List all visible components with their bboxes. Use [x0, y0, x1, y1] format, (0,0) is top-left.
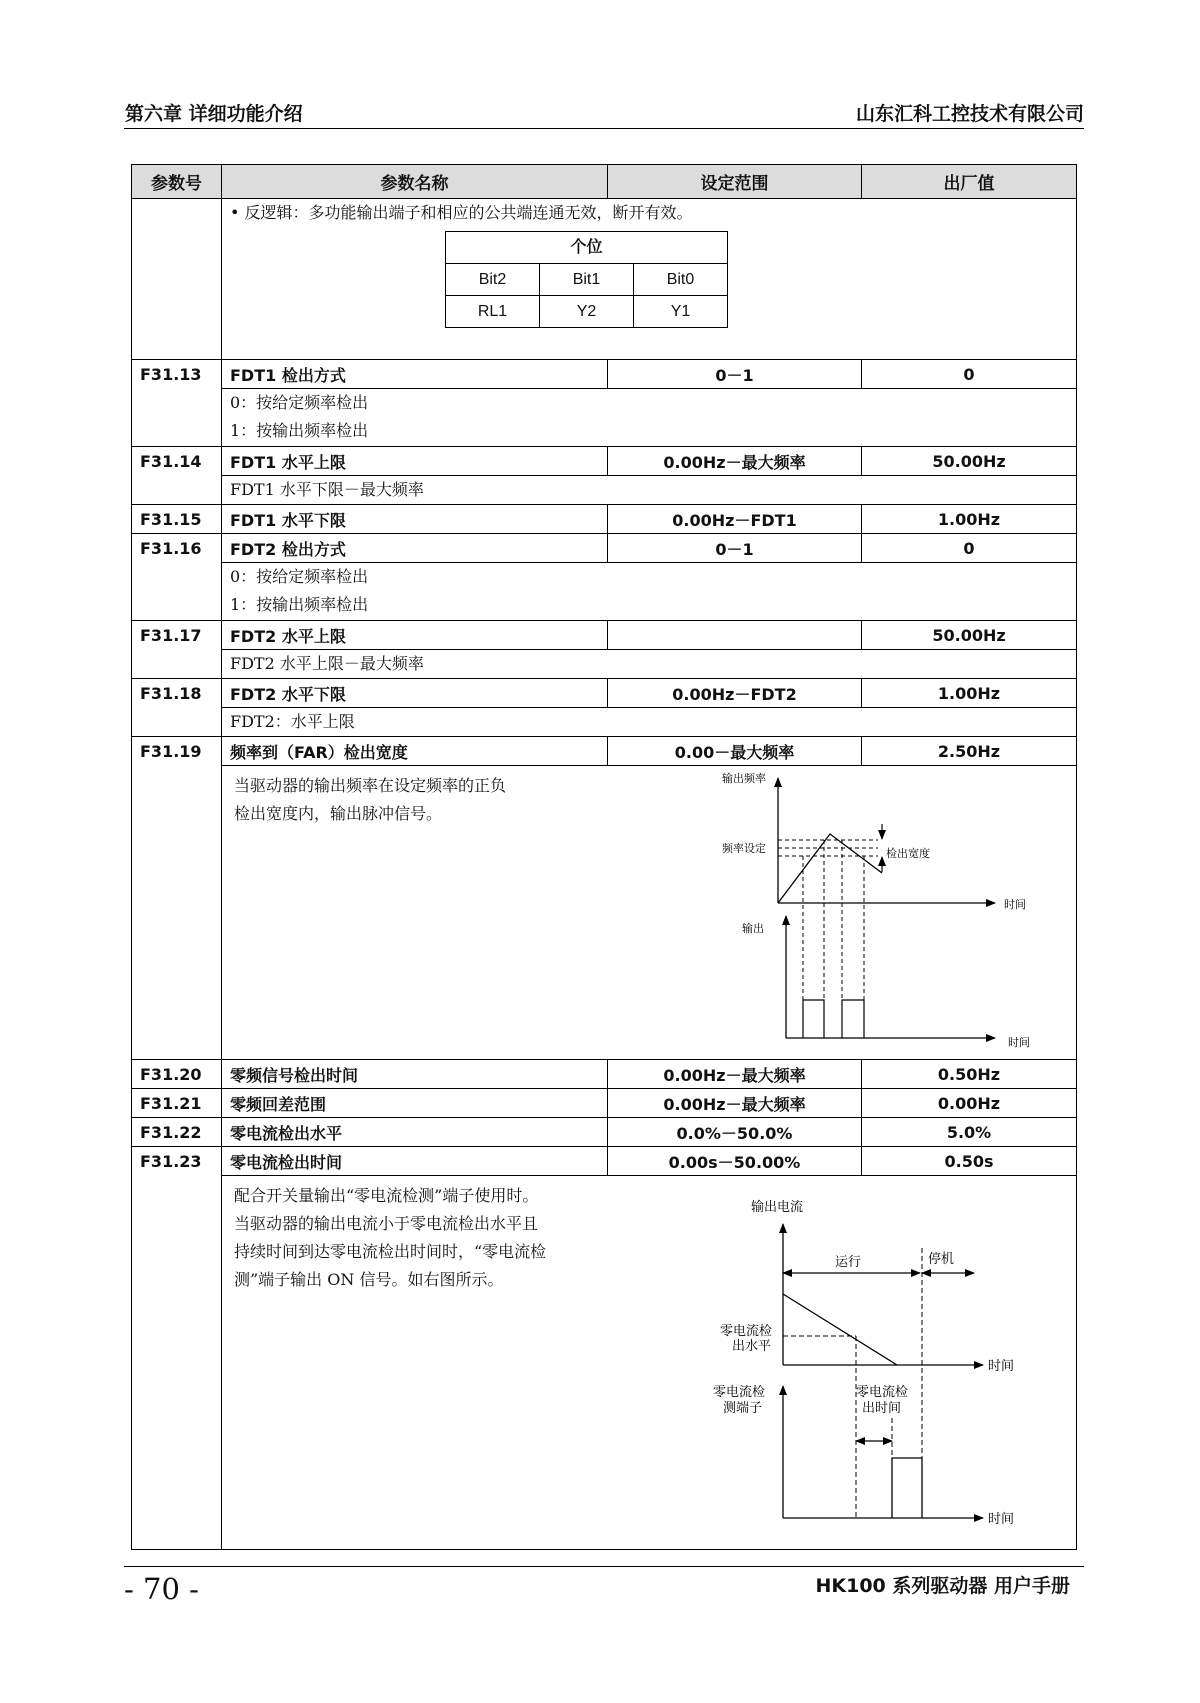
param-name: FDT2 水平下限 [222, 679, 608, 708]
param-name: FDT1 检出方式 [222, 360, 608, 389]
param-desc: 持续时间到达零电流检出时间时，“零电流检 [234, 1242, 547, 1261]
table-row [132, 1118, 1077, 1147]
terminal-label: Y2 [540, 296, 634, 328]
param-name: 零频信号检出时间 [222, 1060, 608, 1089]
bit-label: Bit2 [446, 264, 540, 296]
table-row [132, 447, 1077, 476]
param-default: 0.50s [862, 1147, 1077, 1176]
param-default: 0.00Hz [862, 1089, 1077, 1118]
col-header-range: 设定范围 [608, 165, 862, 199]
terminal-label: RL1 [446, 296, 540, 328]
param-range: 0.0%－50.0% [608, 1118, 862, 1147]
param-default: 1.00Hz [862, 679, 1077, 708]
param-range: 0.00Hz－最大频率 [608, 447, 862, 476]
param-desc: FDT2：水平上限 [230, 712, 355, 731]
param-no: F31.20 [132, 1060, 222, 1089]
param-range: 0.00Hz－FDT2 [608, 679, 862, 708]
far-detection-diagram [682, 768, 1077, 1058]
set-freq-label: 频率设定 [722, 842, 766, 855]
x-label-lower: 时间 [1008, 1036, 1030, 1049]
col-header-name: 参数名称 [222, 165, 608, 199]
table-row [132, 679, 1077, 708]
param-name: 频率到（FAR）检出宽度 [222, 737, 608, 766]
terminal-on-pulse [892, 1458, 922, 1518]
param-no: F31.19 [132, 737, 222, 1060]
param-no: F31.23 [132, 1147, 222, 1550]
param-no: F31.16 [132, 534, 222, 621]
param-name: FDT2 检出方式 [222, 534, 608, 563]
table-row [132, 505, 1077, 534]
param-range [608, 621, 862, 650]
bit-label: Bit1 [540, 264, 634, 296]
param-no: F31.14 [132, 447, 222, 505]
param-desc: 测”端子输出 ON 信号。如右图所示。 [234, 1270, 504, 1289]
param-range: 0.00Hz－FDT1 [608, 505, 862, 534]
param-no: F31.17 [132, 621, 222, 679]
col-header-no: 参数号 [132, 165, 222, 199]
param-default: 50.00Hz [862, 447, 1077, 476]
table-header-row [132, 165, 1077, 199]
param-desc: FDT1 水平下限－最大频率 [230, 480, 424, 499]
param-desc: 配合开关量输出“零电流检测”端子使用时。 [234, 1186, 539, 1205]
company-name: 山东汇科工控技术有限公司 [855, 103, 1084, 125]
table-row [132, 1060, 1077, 1089]
param-range: 0.00－最大频率 [608, 737, 862, 766]
param-desc: 当驱动器的输出频率在设定频率的正负 [234, 776, 507, 795]
param-range: 0.00s－50.00% [608, 1147, 862, 1176]
detect-time-label: 出时间 [862, 1401, 902, 1416]
param-name: FDT2 水平上限 [222, 621, 608, 650]
y-label-lower: 输出 [742, 922, 764, 935]
table-row [132, 1089, 1077, 1118]
param-name: FDT1 水平上限 [222, 447, 608, 476]
param-no: F31.21 [132, 1089, 222, 1118]
table-row [132, 1147, 1077, 1176]
param-desc: 当驱动器的输出电流小于零电流检出水平且 [234, 1214, 539, 1233]
zero-level-label: 出水平 [732, 1339, 772, 1354]
param-range: 0－1 [608, 360, 862, 389]
param-range: 0.00Hz－最大频率 [608, 1060, 862, 1089]
output-pulse [842, 1000, 864, 1038]
chapter-title: 第六章 详细功能介绍 [125, 103, 303, 125]
terminal-label: 零电流检 [713, 1385, 766, 1400]
param-name: FDT1 水平下限 [222, 505, 608, 534]
param-desc: 检出宽度内，输出脉冲信号。 [234, 804, 443, 823]
stop-label: 停机 [928, 1252, 955, 1267]
manual-title: HK100 系列驱动器 用户手册 [815, 1575, 1070, 1597]
param-default: 5.0% [862, 1118, 1077, 1147]
param-default: 2.50Hz [862, 737, 1077, 766]
param-range: 0－1 [608, 534, 862, 563]
param-name: 零电流检出时间 [222, 1147, 608, 1176]
page-number: - 70 - [124, 1572, 199, 1606]
detect-time-label: 零电流检 [856, 1385, 909, 1400]
terminal-label: 测端子 [723, 1401, 763, 1416]
table-row [132, 621, 1077, 650]
run-label: 运行 [835, 1255, 862, 1270]
col-header-default: 出厂值 [862, 165, 1077, 199]
table-row [132, 737, 1077, 766]
table-row [132, 534, 1077, 563]
param-default: 0 [862, 534, 1077, 563]
param-name: 零频回差范围 [222, 1089, 608, 1118]
param-range: 0.00Hz－最大频率 [608, 1089, 862, 1118]
terminal-label: Y1 [634, 296, 728, 328]
param-no: F31.22 [132, 1118, 222, 1147]
zero-current-diagram [670, 1178, 1077, 1548]
param-no: F31.15 [132, 505, 222, 534]
param-desc: 1：按输出频率检出 [230, 421, 369, 440]
table-row [132, 199, 1077, 360]
param-no: F31.13 [132, 360, 222, 447]
bullet-text: • 反逻辑：多功能输出端子和相应的公共端连通无效，断开有效。 [230, 203, 693, 222]
y-label-current: 输出电流 [751, 1200, 804, 1215]
current-curve [783, 1294, 897, 1365]
param-default: 0 [862, 360, 1077, 389]
x-label-current: 时间 [988, 1359, 1015, 1374]
param-desc: 0：按给定频率检出 [230, 567, 369, 586]
footer-rule [124, 1566, 1084, 1567]
x-label-upper: 时间 [1004, 898, 1026, 911]
param-no: F31.18 [132, 679, 222, 737]
param-name: 零电流检出水平 [222, 1118, 608, 1147]
param-desc: 1：按输出频率检出 [230, 595, 369, 614]
zero-level-label: 零电流检 [720, 1324, 773, 1339]
x-label-terminal: 时间 [988, 1512, 1015, 1527]
table-row [132, 360, 1077, 389]
bit-label: Bit0 [634, 264, 728, 296]
output-pulse [803, 1000, 824, 1038]
bit-table-title: 个位 [446, 232, 728, 264]
param-default: 0.50Hz [862, 1060, 1077, 1089]
width-label: 检出宽度 [886, 847, 930, 860]
y-label-upper: 输出频率 [722, 772, 766, 785]
param-desc: 0：按给定频率检出 [230, 393, 369, 412]
param-desc: FDT2 水平上限－最大频率 [230, 654, 424, 673]
param-default: 50.00Hz [862, 621, 1077, 650]
header-rule [124, 128, 1084, 129]
frequency-curve [778, 834, 882, 903]
param-default: 1.00Hz [862, 505, 1077, 534]
bit-table [445, 231, 728, 328]
parameter-table [131, 164, 1077, 1550]
